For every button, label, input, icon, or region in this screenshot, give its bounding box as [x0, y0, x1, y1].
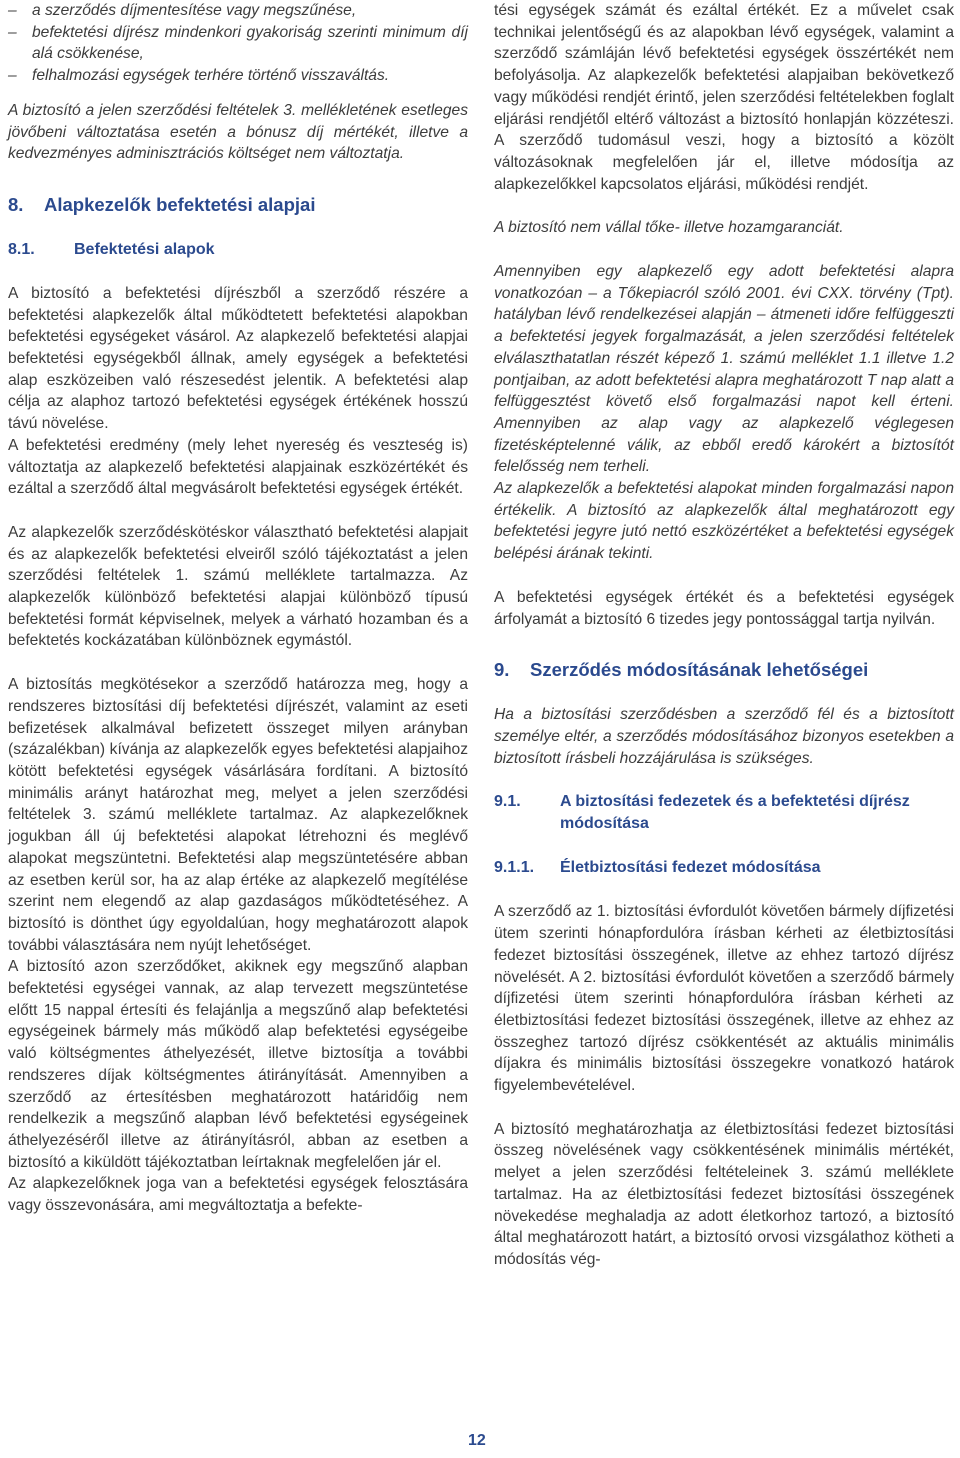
section-title: Életbiztosítási fedezet módosítása	[560, 859, 821, 877]
section-heading-9-1	[494, 791, 954, 835]
list-item: – befektetési díjrész mindenkori gyakoriság szerinti minimum díj alá csökkenése,	[8, 22, 468, 65]
paragraph: Amennyiben egy alapkezelő egy adott befektetési alapra vonatkozóan – a Tőkepiacról szóló 2001. évi CXX. törvény (Tpt). hatályban lévő rendelkezései alapján – átmeneti időre felfüggeszti a befektetési jegyek forgalmazását, a jelen szerződési feltételek elválaszthatatlan részét képező 1. számú melléklet 1.1 illetve 1.2 pontjaiban, az adott befektetési alapra meghatározott T nap alatt a felfüggesztést követő első forgalmazási napot kell érteni. Amennyiben az alap vagy az alapkezelő véglegesen fizetésképtelenné válik, az ebből eredő károkért a biztosítót felelősség nem terheli.	[494, 263, 954, 476]
paragraph: A biztosító meghatározhatja az életbiztosítási fedezet biztosítási összeg növelésének vagy csökkentésének minimális mértékét, melyet a jelen szerződési feltételeinek 3. számú melléklete tartalmaz. Ha az életbiztosítási fedezet biztosítási összegének növekedése meghaladja az adott életkorhoz tartozó, a biztosító által meghatározott határt, a biztosító orvosi vizsgálathoz kötheti a módosítás vég-	[494, 1120, 954, 1268]
paragraph: A befektetési eredmény (mely lehet nyereség és veszteség is) változtatja az alapkezelő befektetési alapjainak eszközértékét és ezáltal a szerződő által megvásárolt befektetési egységek értékét.	[8, 436, 468, 498]
list-item: – a szerződés díjmentesítése vagy megszűnése,	[8, 0, 468, 22]
section-title: Befektetési alapok	[74, 240, 215, 258]
paragraph: Ha a biztosítási szerződésben a szerződő fél és a biztosított személye eltér, a szerződés módosításához bizonyos esetekben a biztosított írásbeli hozzájárulása is szükséges.	[494, 706, 954, 767]
dash-list	[8, 0, 468, 87]
paragraph: A befektetési egységek értékét és a befektetési egységek árfolyamát a biztosító 6 tizedes jegy pontossággal tartja nyilván.	[494, 588, 954, 628]
paragraph: A biztosító azon szerződőket, akiknek egy megszűnő alapban befektetési egységei vannak, az alap tervezett megszüntetése előtt 15 nappal értesíti és felajánlja a megszűnő alap befektetési egységeinek bármely más működő alap befektetési egységeibe való költségmentes áthelyezését, illetve biztosítja a további rendszeres díjak költségmentes átirányítását. Amennyiben a szerződő az értesítésben meghatározott határidőig nem rendelkezik a megszűnő alapban lévő befektetési egységeinek áthelyezéséről illetve az átirányításról, abban az esetben a biztosító a kiküldött tájékoztatban leírtaknak megfelelően jár el.	[8, 958, 468, 1171]
section-number: 9.1.	[494, 793, 521, 811]
section-heading-8	[8, 193, 468, 217]
paragraph: Az alapkezelők szerződéskötéskor választható befektetési alapjait és az alapkezelők befektetési elveiről szóló tájékoztatást a jelen szerződési feltételek 1. számú melléklete tartalmazza. Az alapkezelők különböző befektetési alapjai különböző típusú befektetési formát képviselnek, melyek a várható hozamban és a befektetés kockázatában különböznek egymástól.	[8, 523, 468, 650]
section-title: A biztosítási fedezetek és a befektetési díjrész módosítása	[560, 793, 910, 833]
paragraph: A biztosító nem vállal tőke- illetve hozamgaranciát.	[494, 219, 844, 237]
section-number: 8.	[8, 193, 24, 215]
paragraph: Az alapkezelők a befektetési alapokat minden forgalmazási napon értékelik. A biztosító az alapkezelők által meghatározott egy befektetési jegyre jutó nettó eszközértéket a befektetési egységek belépési árának tekinti.	[494, 480, 954, 563]
paragraph: A biztosítás megkötésekor a szerződő határozza meg, hogy a rendszeres biztosítási díj befektetési díjrészét, valamint az eseti befizetések alkalmával befizetett összeget milyen arányban (százalékban) kívánja az alapkezelők egyes befektetési alapjaihoz kötött befektetési egységek vásárlására fordítani. A biztosító minimális arányt határozhat meg, melyet a jelen szerződési feltételek 3. számú melléklete tartalmaz. Az alapkezelőknek jogukban áll új befektetési alapokat létrehozni és meglévő alapokat megszüntetni. Befektetési alap megszüntetésére abban az esetben kerül sor, ha az alap értéke az alapkezelő megítélése szerint nem elegendő az alap gazdaságos működtetéséhez. A biztosító is dönthet úgy egyoldalúan, hogy meghatározott alapok további választására nem nyújt lehetőséget.	[8, 676, 468, 954]
section-heading-8-1	[8, 239, 468, 261]
section-heading-9-1-1	[494, 857, 954, 879]
paragraph: Az alapkezelőknek joga van a befektetési egységek felosztására vagy összevonására, ami megváltoztatja a befekte-	[8, 1175, 468, 1215]
section-number: 9.	[494, 659, 510, 681]
left-column	[8, 0, 468, 1217]
section-title: Szerződés módosításának lehetőségei	[530, 659, 869, 681]
section-title: Alapkezelők befektetési alapjai	[44, 193, 316, 215]
paragraph: A biztosító a jelen szerződési feltételek 3. mellékletének esetleges jövőbeni változtatása esetén a bónusz díj mértékét, illetve a kedvezményes adminisztrációs költséget nem változtatja.	[8, 101, 468, 163]
paragraph: tési egységek számát és ezáltal értékét. Ez a művelet csak technikai jelentőségű és az alapokban lévő egységek, valamint a szerződő számláján lévő befektetési egységek összértékét nem befolyásolja. Az alapkezelők befektetési alapjaiban bekövetkező vagy működési rendjét érintő, jelen szerződési feltételekben foglalt eljárási rendjétől eltérő változást a biztosító honlapján közzéteszi. A szerződő tudomásul veszi, hogy a biztosító a közölt változásoknak megfelelően jár el, illetve módosítja az alapkezelőkkel kapcsolatos eljárási, működési rendjét.	[494, 2, 954, 193]
page-number: 12	[468, 1432, 486, 1449]
section-heading-9	[494, 658, 954, 682]
section-number: 9.1.1.	[494, 859, 535, 877]
paragraph: A biztosító a befektetési díjrészből a szerződő részére a befektetési alapkezelők által működtetett befektetési alapokban befektetési egységeket vásárol. Az alapkezelő befektetési alapjai befektetési egységekből állnak, amely egységek a befektetési alap eszközeiben való részesedést jelentik. A befektetési alap célja az alaphoz tartozó befektetési egységek értékének hosszú távú növelése.	[8, 284, 468, 433]
section-number: 8.1.	[8, 240, 35, 258]
paragraph: A szerződő az 1. biztosítási évfordulót követően bármely díjfizetési ütem szerinti hónapfordulóra írásban kérheti az életbiztosítási fedezet biztosítási összegének, illetve az ehhez tartozó díjrész növelését. A 2. biztosítási évfordulót követően a szerződő bármely díjfizetési ütem szerinti hónapfordulóra írásban kérheti az életbiztosítási fedezet biztosítási összegének, illetve az ehhez az összeghez tartozó díjrész csökkentését az aktuális minimális díjakra és minimális biztosítási összegekre vonatkozó határok figyelembevételével.	[494, 903, 954, 1095]
right-column	[494, 0, 954, 1271]
list-item: – felhalmozási egységek terhére történő visszaváltás.	[8, 65, 468, 87]
